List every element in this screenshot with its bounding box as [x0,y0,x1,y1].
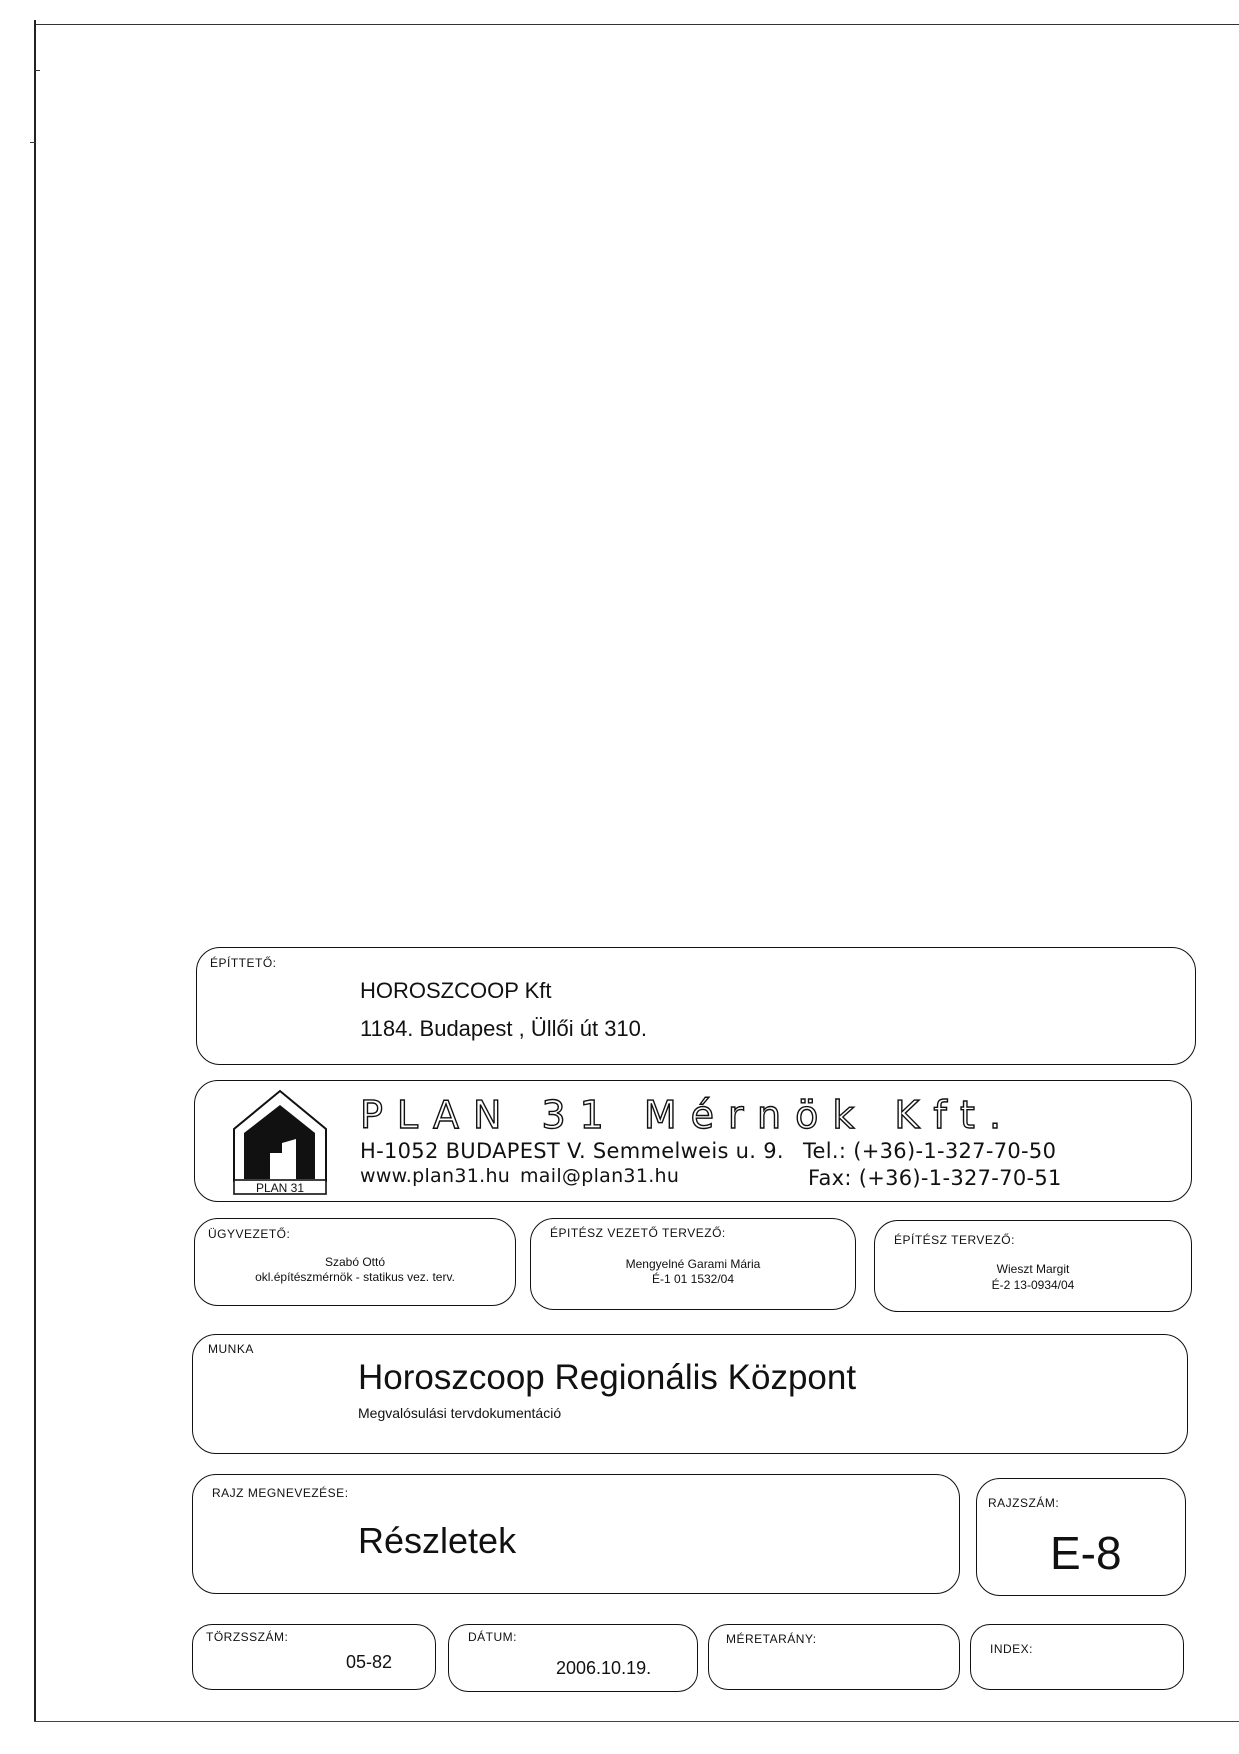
company-address: H-1052 BUDAPEST V. Semmelweis u. 9. [360,1139,784,1163]
frame-tick [30,142,36,143]
client-name: HOROSZCOOP Kft [360,978,552,1003]
lead-architect-name: Mengyelné Garami Mária [625,1257,761,1271]
architect-label: ÉPÍTÉSZ TERVEZŐ: [894,1233,1015,1247]
date-value: 2006.10.19. [556,1658,652,1678]
client-box [196,947,1196,1065]
client-address: 1184. Budapest , Üllői út 310. [360,1016,648,1041]
drawing-number-label: RAJZSZÁM: [988,1496,1060,1510]
client-label: ÉPÍTTETŐ: [210,956,277,970]
logo-text: PLAN 31 [255,1181,305,1195]
managing-director-title: okl.építészmérnök - statikus vez. terv. [255,1270,455,1284]
lead-architect-license: É-1 01 1532/04 [651,1272,735,1286]
scale-label: MÉRETARÁNY: [726,1632,817,1646]
plan31-logo [230,1085,330,1195]
company-web: www.plan31.hu [360,1165,511,1187]
project-subtitle: Megvalósulási tervdokumentáció [358,1405,562,1421]
company-name: PLAN 31 Mérnök Kft. [360,1093,1016,1137]
frame-tick [34,70,40,71]
drawing-number: E-8 [1050,1527,1122,1579]
registry-value: 05-82 [346,1652,393,1672]
architect-name: Wieszt Margit [996,1262,1070,1276]
sheet-frame-top [34,24,1239,25]
managing-director-label: ÜGYVEZETŐ: [208,1227,291,1241]
sheet-frame-left [34,20,36,1722]
company-mail: mail@plan31.hu [520,1165,680,1187]
lead-architect-label: ÉPITÉSZ VEZETŐ TERVEZŐ: [550,1226,726,1240]
project-label: MUNKA [208,1342,254,1356]
architect-license: É-2 13-0934/04 [991,1278,1075,1292]
managing-director-name: Szabó Ottó [324,1255,386,1269]
sheet-frame-bottom [34,1721,1239,1722]
date-label: DÁTUM: [468,1630,517,1644]
drawing-title: Részletek [358,1520,517,1561]
index-box [970,1624,1184,1690]
company-fax: Fax: (+36)-1-327-70-51 [808,1166,1062,1190]
registry-label: TÖRZSSZÁM: [206,1630,289,1644]
company-tel: Tel.: (+36)-1-327-70-50 [803,1139,1057,1163]
project-title: Horoszcoop Regionális Központ [358,1358,857,1397]
drawing-name-label: RAJZ MEGNEVEZÉSE: [212,1486,349,1500]
index-label: INDEX: [990,1642,1034,1656]
